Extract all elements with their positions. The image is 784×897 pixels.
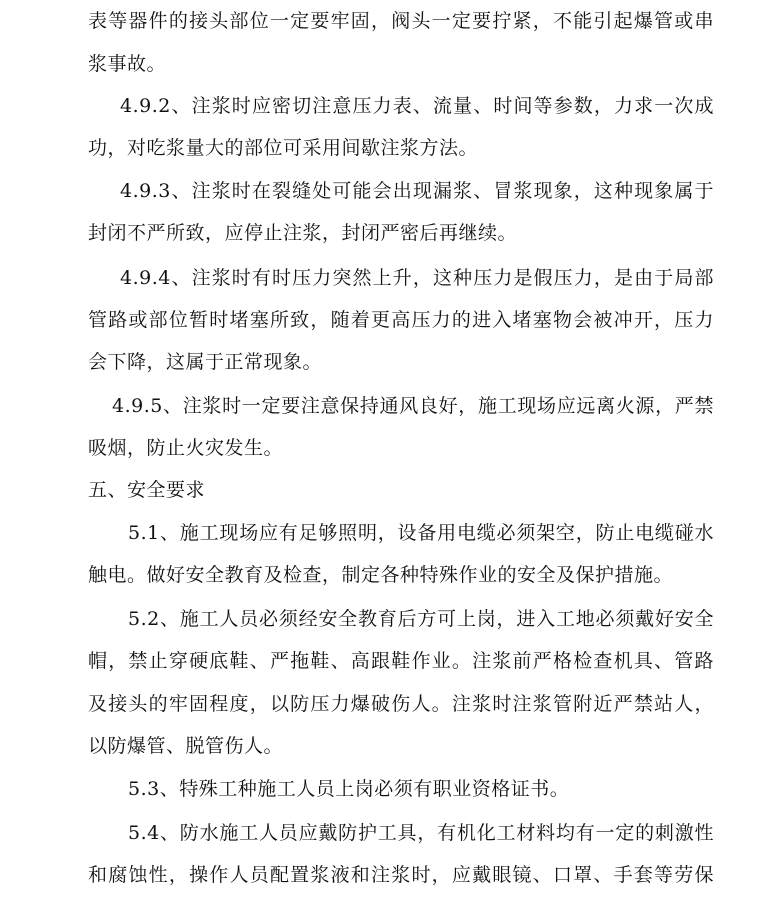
text-line: 会下降，这属于正常现象。 [88,351,323,373]
text-line: 以防爆管、脱管伤人。 [88,735,284,757]
section-heading: 五、安全要求 [88,479,206,501]
text-line: 5.3、特殊工种施工人员上岗必须有职业资格证书。 [128,778,570,800]
text-line: 5.4、防水施工人员应戴防护工具，有机化工材料均有一定的刺激性 [128,822,714,844]
text-line: 4.9.5、注浆时一定要注意保持通风良好，施工现场应远离火源，严禁 [112,395,714,417]
text-line: 及接头的牢固程度，以防压力爆破伤人。注浆时注浆管附近严禁站人， [88,693,714,715]
text-line: 5.1、施工现场应有足够照明，设备用电缆必须架空，防止电缆碰水 [128,522,714,544]
text-line: 表等器件的接头部位一定要牢固，阀头一定要拧紧，不能引起爆管或串 [88,10,714,32]
text-line: 和腐蚀性，操作人员配置浆液和注浆时，应戴眼镜、口罩、手套等劳保 [88,864,714,886]
text-line: 4.9.3、注浆时在裂缝处可能会出现漏浆、冒浆现象，这种现象属于 [120,180,714,202]
text-line: 管路或部位暂时堵塞所致，随着更高压力的进入堵塞物会被冲开，压力 [88,309,714,331]
text-line: 4.9.2、注浆时应密切注意压力表、流量、时间等参数，力求一次成 [120,95,714,117]
text-line: 帽，禁止穿硬底鞋、严拖鞋、高跟鞋作业。注浆前严格检查机具、管路 [88,650,714,672]
text-line: 吸烟，防止火灾发生。 [88,437,284,459]
text-line: 封闭不严所致，应停止注浆，封闭严密后再继续。 [88,222,518,244]
text-line: 4.9.4、注浆时有时压力突然上升，这种压力是假压力，是由于局部 [120,267,714,289]
text-line: 5.2、施工人员必须经安全教育后方可上岗，进入工地必须戴好安全 [128,608,714,630]
text-line: 浆事故。 [88,53,167,75]
text-line: 触电。做好安全教育及检查，制定各种特殊作业的安全及保护措施。 [88,564,674,586]
text-line: 功，对吃浆量大的部位可采用间歇注浆方法。 [88,137,479,159]
